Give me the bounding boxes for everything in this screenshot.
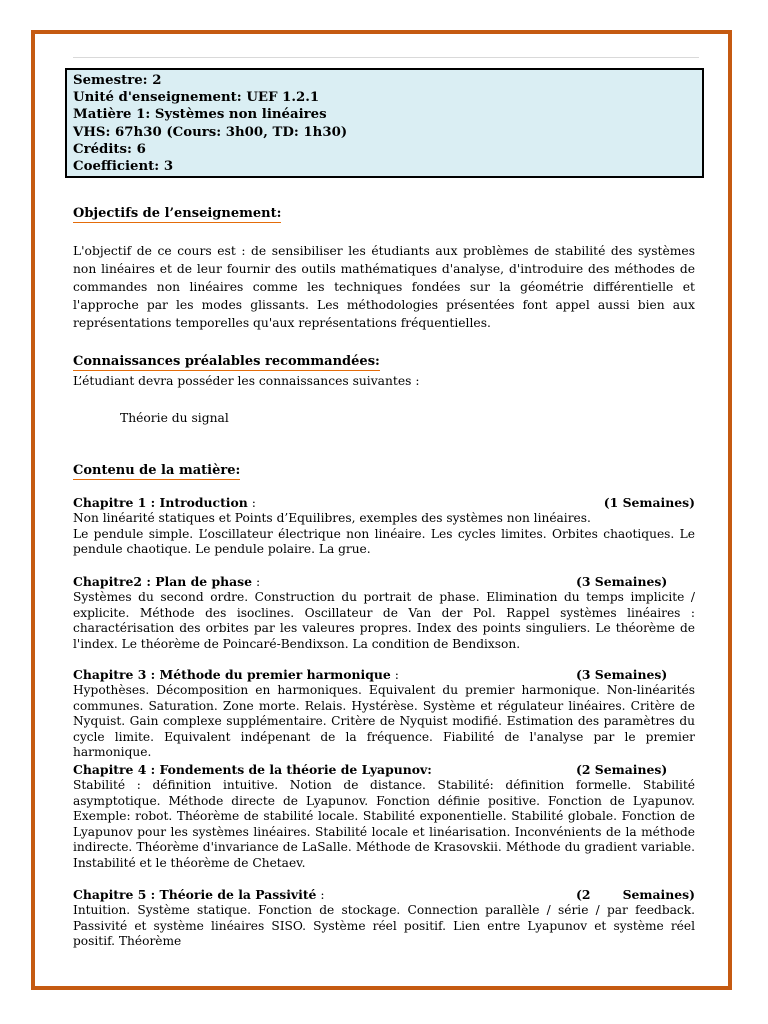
chapter-header [73,761,695,778]
chapter-header [73,494,695,511]
course-info-box [65,68,704,178]
chapter-duration: (1 Semaines) [603,495,695,510]
chapter-duration-number: (2 [576,887,591,902]
unite-enseignement: Unité d'enseignement: UEF 1.2.1 [73,90,320,106]
prealables-item: Théorie du signal [120,411,229,425]
coefficient: Coefficient: 3 [73,159,174,175]
chapter-line: Stabilité : définition intuitive. Notion de distance. Stabilité: définition formelle. Stabilité asymptotique. Méthode directe de Lyapunov. Fonction définie positive. Fonction de Lyapunov. Exemple: robot. Théorème de stabilité locale. Stabilité exponentielle. Stabilité globale. Fonction de Lyapunov pour les systèmes linéaires. Stabilité locale et linéarisation. Inconvénients de la méthode indirecte. Théorème d'invariance de LaSalle. Méthode de Krasovskii. Méthode du gradient variable. Instabilité et le théorème de Chetaev. [73,778,695,870]
chapter-header [73,573,695,590]
chapter-duration-unit: Semaines) [622,887,695,902]
header-rule [73,57,699,58]
objectifs-text: L'objectif de ce cours est : de sensibiliser les étudiants aux problèmes de stabilité des systèmes non linéaires et de leur fournir des outils mathématiques d'analyse, d'introduire des méthodes de commandes non linéaires comme les techniques fondées sur la géométrie différentielle et l'approche par les modes glissants. Les méthodologies présentées font appel aussi bien aux représentations temporelles qu'aux représentations fréquentielles. [73,244,695,330]
credits: Crédits: 6 [73,141,146,157]
chapter-line: Intuition. Système statique. Fonction de stockage. Connection parallèle / série / par feedback. Passivité et système linéaires SISO. Système réel positif. Lien entre Lyapunov et système réel positif. Théorème [73,903,695,949]
chapter-colon: : [247,495,256,510]
chapter-title: Chapitre 4 : Fondements de la théorie de Lyapunov: [73,762,432,777]
matiere: Matière 1: Systèmes non linéaires [73,107,327,123]
vhs: VHS: 67h30 (Cours: 3h00, TD: 1h30) [73,124,348,140]
prealables-heading: Connaissances préalables recommandées: [73,354,380,369]
chapter-colon: : [390,667,399,682]
chapter-duration: (3 Semaines) [576,574,668,589]
prealables-intro: L’étudiant devra posséder les connaissances suivantes : [73,374,420,388]
chapter-5 [73,886,695,950]
chapter-line: Systèmes du second ordre. Construction du portrait de phase. Elimination du temps implicite / explicite. Méthode des isoclines. Oscillateur de Van der Pol. Rappel systèmes linéaires : charactérisation des orbites par les valeures propres. Index des points singuliers. Le théorème de l'index. Le théorème de Poincaré-Bendixson. La condition de Bendixson. [73,590,695,651]
chapter-line: Le pendule simple. L’oscillateur électrique non linéaire. Les cycles limites. Orbites chaotiques. Le pendule chaotique. Le pendule polaire. La grue. [73,526,695,557]
chapter-duration: (2 Semaines) [576,762,668,777]
chapter-title: Chapitre2 : Plan de phase [73,574,253,589]
chapter-line: Non linéarité statiques et Points d’Equilibres, exemples des systèmes non linéaires. [73,511,591,525]
chapter-title: Chapitre 1 : Introduction [73,495,248,510]
chapter-title: Chapitre 5 : Théorie de la Passivité [73,887,317,902]
chapter-colon: : [252,574,261,589]
objectifs-heading: Objectifs de l’enseignement: [73,206,282,221]
chapter-title: Chapitre 3 : Méthode du premier harmonique [73,667,391,682]
chapter-duration: (3 Semaines) [576,667,668,682]
chapter-header [73,666,695,683]
chapter-1 [73,494,695,558]
chapter-4 [73,761,695,872]
chapter-3 [73,666,695,761]
chapter-line: Hypothèses. Décomposition en harmoniques. Equivalent du premier harmonique. Non-linéarités communes. Saturation. Zone morte. Relais. Hystérèse. Système et régulateur linéaires. Critère de Nyquist. Gain complexe supplémentaire. Critère de Nyquist modifié. Estimation des paramètres du cycle limite. Equivalent indépenant de la fréquence. Fiabilité de l'analyse par le premier harmonique. [73,683,695,760]
chapter-colon: : [316,887,325,902]
contenu-heading: Contenu de la matière: [73,463,241,478]
chapter-header [73,886,695,903]
chapter-2 [73,573,695,652]
semestre: Semestre: 2 [73,73,162,88]
